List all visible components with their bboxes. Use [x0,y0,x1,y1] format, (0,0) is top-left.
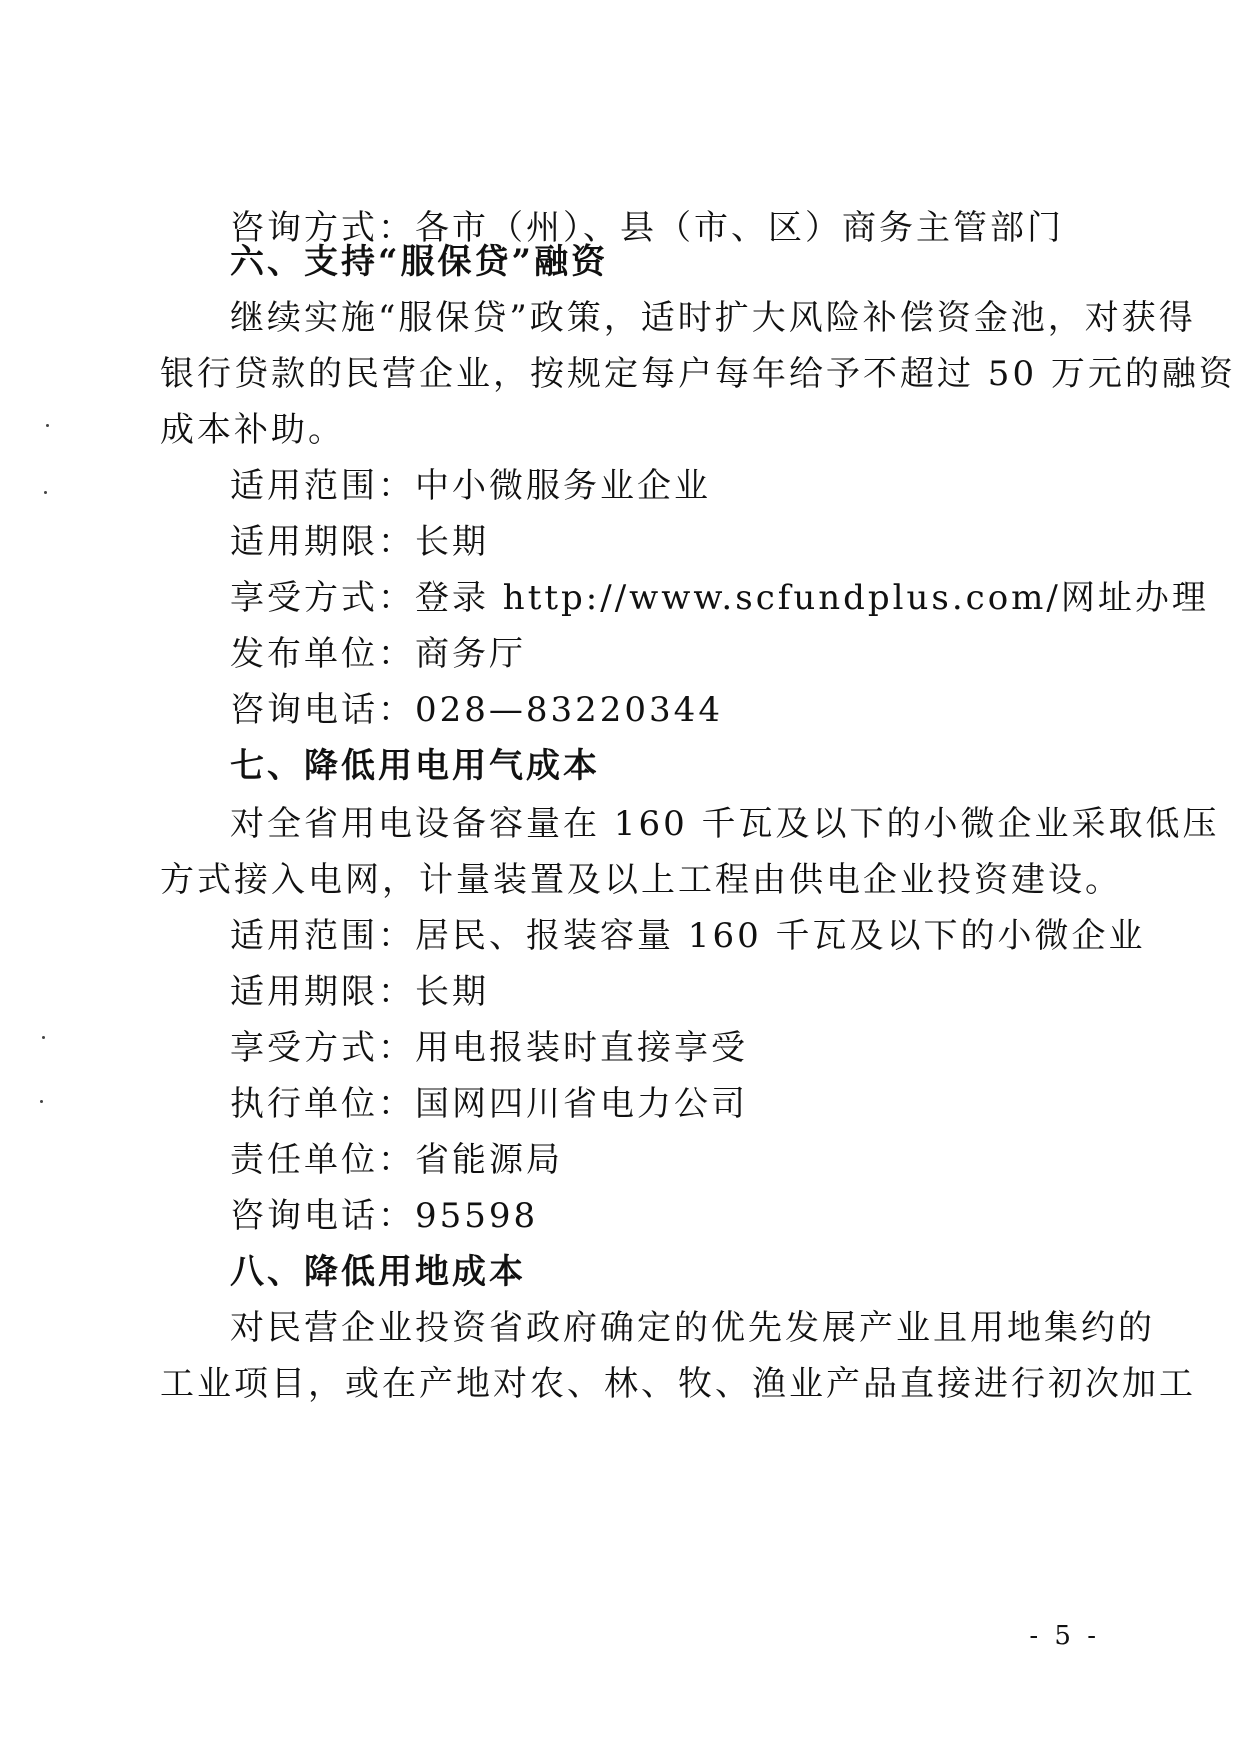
responsible-unit-line: 责任单位：省能源局 [230,1140,563,1180]
section-6-heading: 六、支持“服保贷”融资 [230,242,609,282]
consult-phone-line-2: 咨询电话：95598 [230,1196,539,1236]
section-6-paragraph-line-3: 成本补助。 [160,410,345,450]
section-6-paragraph-line-2: 银行贷款的民营企业，按规定每户每年给予不超过 50 万元的融资 [160,354,1236,394]
page-number: - 5 - [1029,1621,1100,1651]
section-8-paragraph-line-2: 工业项目，或在产地对农、林、牧、渔业产品直接进行初次加工 [160,1364,1196,1404]
section-7-paragraph-line-2: 方式接入电网，计量装置及以上工程由供电企业投资建设。 [160,860,1122,900]
scope-line: 适用范围：中小微服务业企业 [230,466,711,506]
section-8-heading: 八、降低用地成本 [230,1252,526,1292]
consult-phone-line: 咨询电话：028—83220344 [230,690,723,730]
section-7-paragraph-line-1: 对全省用电设备容量在 160 千瓦及以下的小微企业采取低压 [230,804,1220,844]
scan-speck [46,424,49,427]
scope-line-2: 适用范围：居民、报装容量 160 千瓦及以下的小微企业 [230,916,1146,956]
consult-method-line: 咨询方式：各市（州）、县（市、区）商务主管部门 [230,208,1064,248]
scan-speck [40,1100,43,1103]
period-line: 适用期限：长期 [230,522,489,562]
scan-speck [44,491,47,494]
enjoy-method-line-2: 享受方式：用电报装时直接享受 [230,1028,748,1068]
executing-unit-line: 执行单位：国网四川省电力公司 [230,1084,748,1124]
section-8-paragraph-line-1: 对民营企业投资省政府确定的优先发展产业且用地集约的 [230,1308,1155,1348]
enjoy-method-line: 享受方式：登录 http://www.scfundplus.com/网址办理 [230,578,1209,618]
period-line-2: 适用期限：长期 [230,972,489,1012]
section-7-heading: 七、降低用电用气成本 [230,746,600,786]
section-6-paragraph-line-1: 继续实施“服保贷”政策，适时扩大风险补偿资金池，对获得 [230,298,1196,338]
publisher-line: 发布单位：商务厅 [230,634,526,674]
scan-speck [42,1036,45,1039]
